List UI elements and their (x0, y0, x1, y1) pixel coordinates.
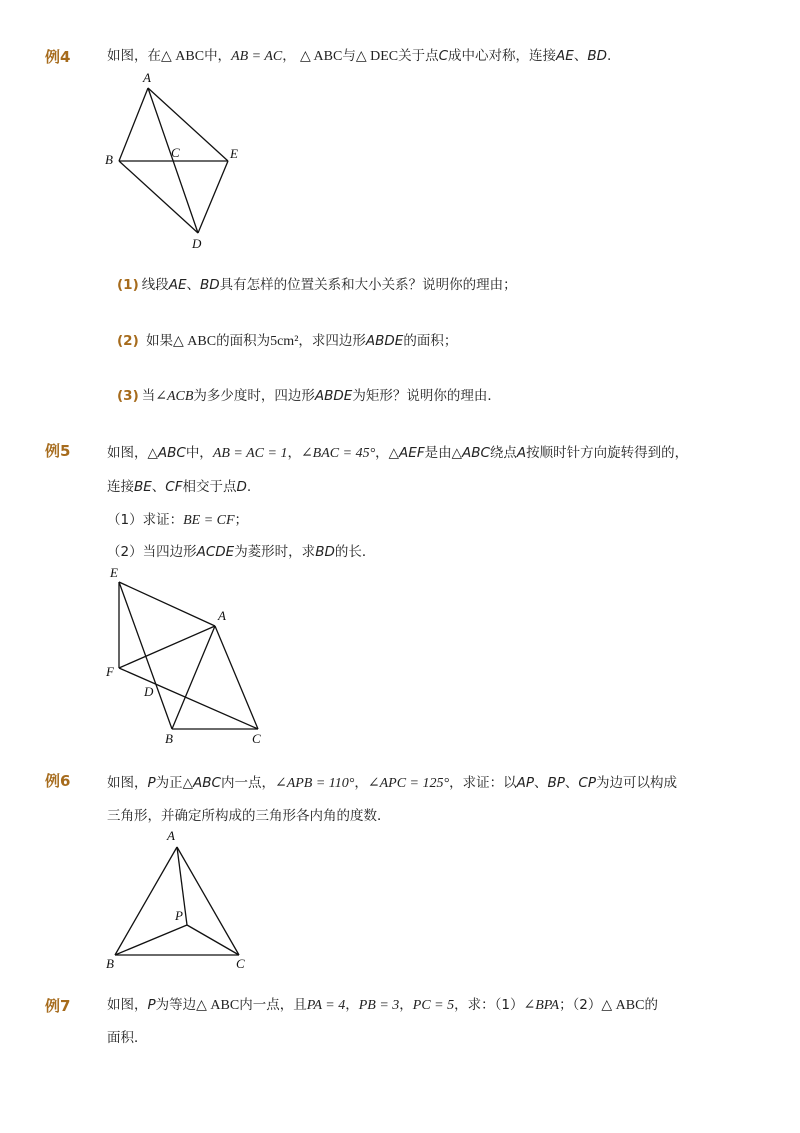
example-4-question-1 (117, 275, 517, 295)
example-6-statement-line-2: 三角形，并确定所构成的三角形各内角的度数． (107, 808, 391, 824)
math: AE (556, 48, 574, 64)
label-A: A (143, 70, 151, 85)
text: ， (282, 48, 296, 64)
math: △ ABC (196, 998, 240, 1013)
text: 、 (573, 48, 588, 64)
label-D: D (192, 236, 202, 251)
text: ，求：（1） (454, 997, 524, 1013)
math: ∠APC = 125° (367, 776, 450, 791)
text: 为边可以构成 (595, 775, 677, 791)
label-P: P (175, 908, 183, 923)
text: ， (399, 997, 413, 1013)
label-A: A (218, 608, 226, 623)
text: 如图， (107, 445, 148, 461)
text: （2）当四边形 (107, 544, 197, 560)
math: PB = 3 (358, 998, 400, 1013)
example-4-question-2 (117, 331, 457, 352)
example-5-statement-line-1 (107, 443, 688, 464)
math: ACDE (196, 544, 235, 560)
question-number: (2) (117, 333, 139, 349)
math: P (147, 997, 156, 1013)
label-C: C (171, 145, 180, 160)
text: 与 (342, 48, 356, 64)
math: BE (134, 479, 152, 495)
math: ABDE (365, 333, 404, 349)
math: △ABC (451, 445, 490, 461)
text: 为矩形？说明你的理由． (352, 388, 501, 404)
text: 内一点， (220, 775, 275, 791)
figure-example-6 (106, 828, 245, 971)
example-6-statement-line-1 (107, 773, 677, 794)
math: △ DEC (355, 49, 399, 64)
text: 按顺时针方向旋转得到的， (526, 445, 689, 461)
text: 、 (151, 479, 166, 495)
text: 为正 (155, 775, 183, 791)
figure-example-5 (105, 565, 261, 746)
text: ， (287, 445, 301, 461)
text: . (246, 479, 252, 495)
math: CF (165, 479, 183, 495)
label-E: E (230, 146, 238, 161)
text: ， (354, 775, 368, 791)
segment-AB (115, 847, 177, 955)
text: （1）求证： (107, 512, 184, 528)
text: ；（2） (559, 997, 602, 1013)
text: . (606, 48, 612, 64)
text: 的面积为 (216, 333, 271, 349)
math: ∠ACB (155, 389, 194, 404)
segment-FC (119, 668, 258, 729)
segment-ED (198, 161, 228, 233)
text: 如图， (107, 997, 148, 1013)
segment-EB (119, 582, 172, 729)
math: △ ABC (161, 49, 205, 64)
label-B: B (106, 956, 114, 971)
math: BD (315, 544, 335, 560)
text: 当 (141, 388, 156, 404)
math: CP (578, 775, 596, 791)
math: A (516, 445, 527, 461)
math: AB = AC (231, 49, 283, 64)
text: 如果 (146, 333, 174, 349)
text: 内一点，且 (239, 997, 307, 1013)
text: 如图，在 (107, 48, 161, 64)
example-7-tag: 例7 (45, 997, 71, 1015)
math: C (438, 48, 449, 64)
example-7-statement-line-2: 面积． (107, 1030, 148, 1046)
text: 具有怎样的位置关系和大小关系？说明你的理由； (219, 277, 517, 293)
label-D: D (144, 684, 154, 699)
math: BE = CF (183, 513, 235, 528)
text: 线段 (141, 277, 169, 293)
math: ∠BPA (523, 998, 560, 1013)
text: 的长． (334, 544, 376, 560)
text: 连接 (107, 479, 134, 495)
example-7-statement-line-1 (107, 995, 658, 1016)
text: 相交于点 (182, 479, 237, 495)
math: PC = 5 (412, 998, 455, 1013)
math: ABDE (314, 388, 353, 404)
math: △ ABC (601, 998, 645, 1013)
math: △ ABC (300, 49, 343, 64)
math: AB = AC = 1 (212, 446, 288, 461)
text: 中， (185, 445, 213, 461)
text: 如图， (107, 775, 148, 791)
question-number: (1) (117, 277, 139, 293)
text: 是由 (424, 445, 452, 461)
math: △ABC (147, 445, 186, 461)
math: 5cm² (270, 334, 299, 349)
math: △ABC (182, 775, 221, 791)
label-B: B (165, 731, 173, 746)
text: ， (345, 997, 359, 1013)
text: ； (234, 512, 249, 528)
text: 绕点 (489, 445, 517, 461)
math: P (147, 775, 156, 791)
segment-EA (119, 582, 215, 626)
math: △AEF (388, 445, 425, 461)
math: BD (587, 48, 607, 64)
example-6-tag: 例6 (45, 772, 71, 790)
example-4-question-3 (117, 386, 501, 407)
text: 、 (533, 775, 548, 791)
math: BD (200, 277, 220, 293)
label-C: C (236, 956, 245, 971)
segment-AC (177, 847, 239, 955)
example-5-question-2 (107, 542, 375, 562)
text: 的面积； (403, 333, 458, 349)
math: BP (547, 775, 565, 791)
math: △ ABC (173, 334, 217, 349)
segment-CP (187, 925, 239, 955)
text: ，求四边形 (298, 333, 366, 349)
text: 的 (644, 997, 658, 1013)
text: 中， (204, 48, 232, 64)
question-number: (3) (117, 388, 139, 404)
text: 、 (186, 277, 200, 293)
example-5-question-1 (107, 510, 248, 531)
segment-AB (119, 88, 148, 161)
text: 成中心对称，连接 (448, 48, 557, 64)
example-5-tag: 例5 (45, 442, 71, 460)
example-4-tag: 例4 (45, 48, 71, 66)
text: ， (375, 445, 389, 461)
figure-example-4 (105, 70, 238, 251)
math: ∠APB = 110° (274, 776, 355, 791)
text: 关于点 (398, 48, 439, 64)
math: AP (516, 775, 534, 791)
math: AE (168, 277, 187, 293)
math: ∠BAC = 45° (300, 446, 376, 461)
math: PA = 4 (306, 998, 346, 1013)
text: 为菱形时，求 (234, 544, 316, 560)
example-5-statement-line-2 (107, 477, 251, 497)
label-E: E (110, 565, 118, 580)
label-F: F (106, 664, 114, 679)
math: D (236, 479, 247, 495)
label-A: A (167, 828, 175, 843)
text: 为等边 (155, 997, 197, 1013)
text: 为多少度时，四边形 (193, 388, 315, 404)
text: 、 (564, 775, 579, 791)
text: ，求证：以 (449, 775, 517, 791)
segment-BP (115, 925, 187, 955)
label-C: C (252, 731, 261, 746)
label-B: B (105, 152, 113, 167)
